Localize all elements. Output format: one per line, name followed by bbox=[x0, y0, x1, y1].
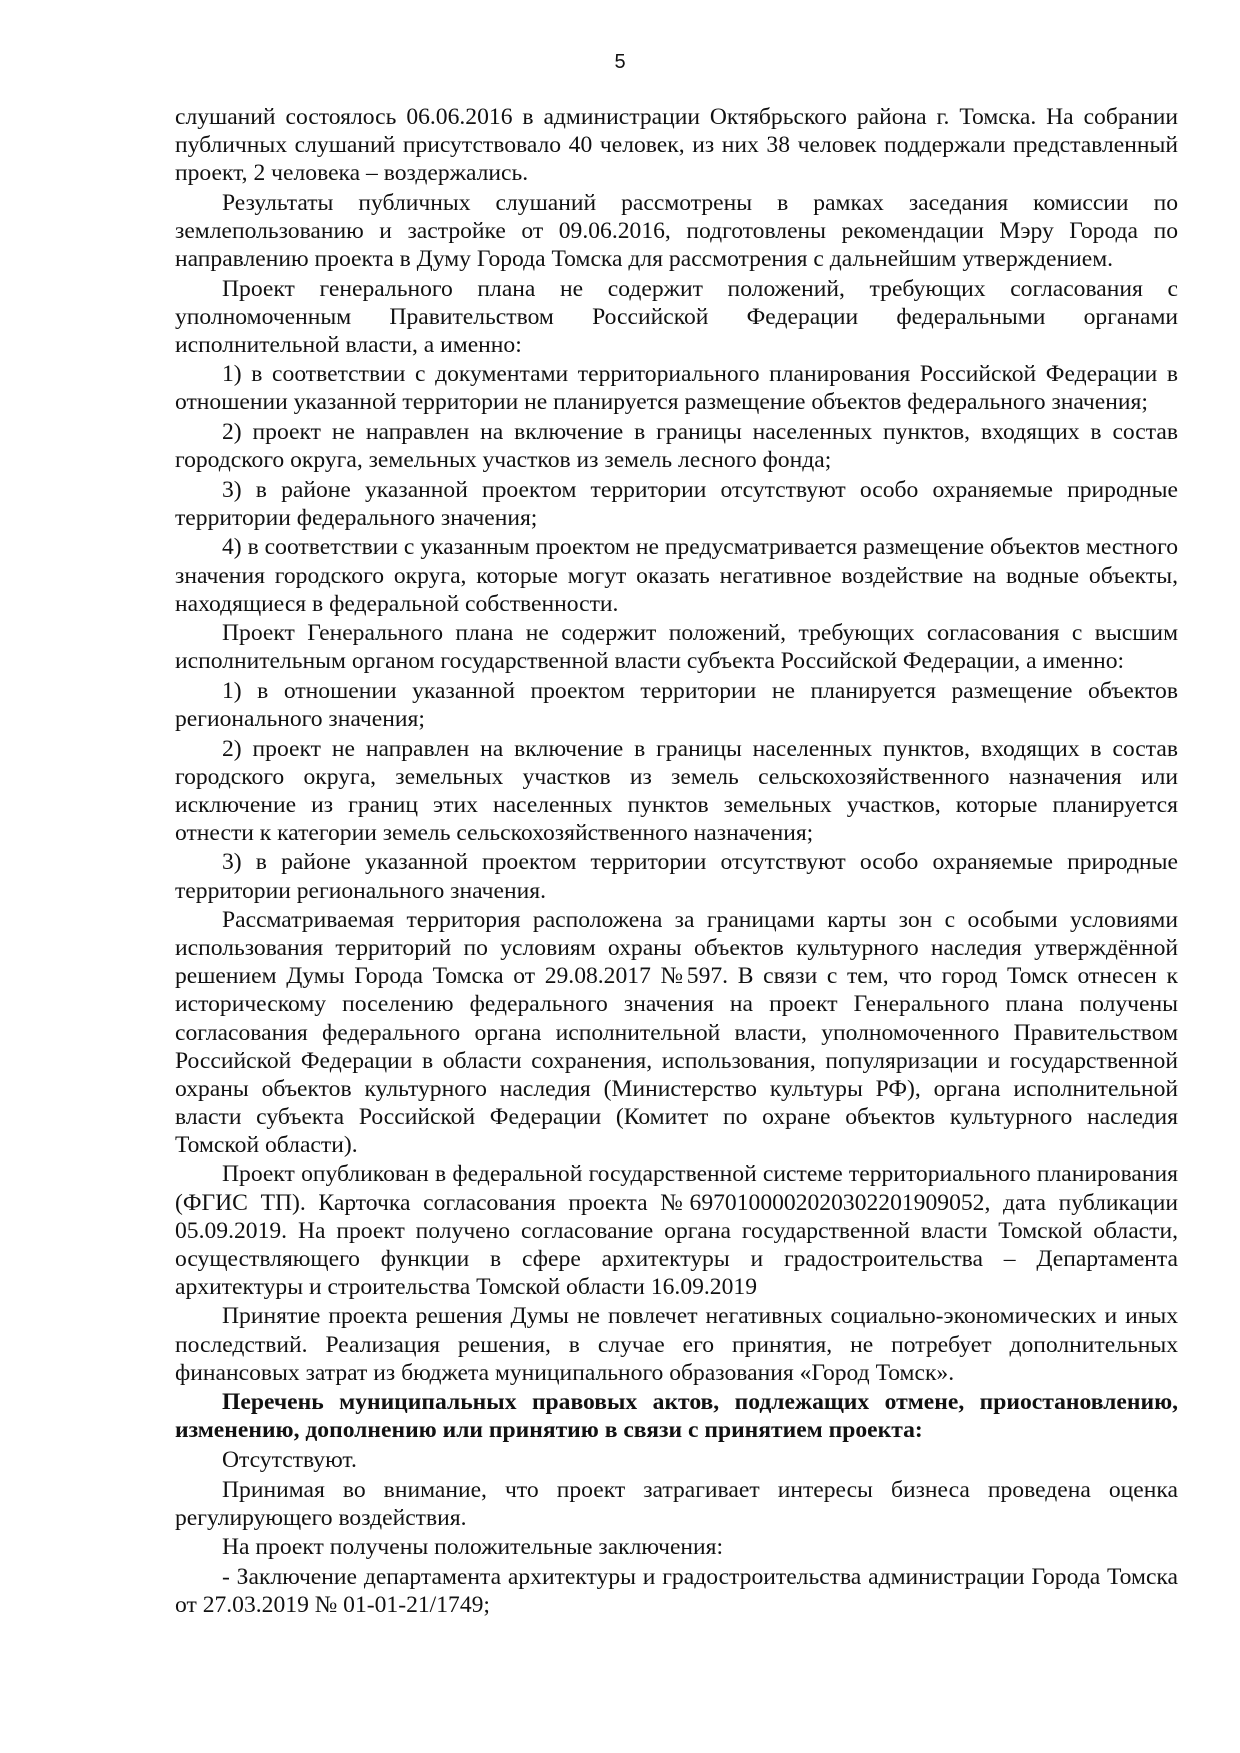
paragraph-absent: Отсутствуют. bbox=[222, 1446, 357, 1473]
list-item-regional-3: 3) в районе указанной проектом территории отсутствуют особо охраняемые природные территории регионального значения. bbox=[175, 849, 1178, 904]
list-item-federal-4: 4) в соответствии с указанным проектом не предусматривается размещение объектов местного значения городского округа, которые могут оказать негативное воздействие на водные объекты, находящиеся в федеральной собственности. bbox=[175, 534, 1178, 617]
paragraph-conclusions-intro: На проект получены положительные заключения: bbox=[222, 1534, 724, 1561]
paragraph-regional-approval-intro: Проект Генерального плана не содержит положений, требующих согласования с высшим исполнительным органом государственной власти субъекта Российской Федерации, а именно: bbox=[175, 620, 1178, 675]
list-item-conclusion-1: - Заключение департамента архитектуры и градостроительства администрации Города Томска от 27.03.2019 № 01-01-21/1749; bbox=[175, 1563, 1178, 1618]
paragraph-regulatory-assessment: Принимая во внимание, что проект затрагивает интересы бизнеса проведена оценка регулирующего воздействия. bbox=[175, 1476, 1178, 1531]
paragraph-federal-approval-intro: Проект генерального плана не содержит положений, требующих согласования с уполномоченным Правительством Российской Федерации федеральными органами исполнительной власти, а именно: bbox=[175, 275, 1178, 358]
paragraph-commission-review: Результаты публичных слушаний рассмотрены в рамках заседания комиссии по землепользованию и застройке от 09.06.2016, подготовлены рекомендации Мэру Города по направлению проекта в Думу Города Томска для рассмотрения с дальнейшим утверждением. bbox=[175, 189, 1178, 272]
page-number: 5 bbox=[614, 51, 626, 73]
list-item-federal-3: 3) в районе указанной проектом территории отсутствуют особо охраняемые природные территории федерального значения; bbox=[175, 476, 1178, 531]
list-item-regional-1: 1) в отношении указанной проектом территории не планируется размещение объектов регионального значения; bbox=[175, 677, 1178, 732]
list-item-regional-2: 2) проект не направлен на включение в границы населенных пунктов, входящих в состав городского округа, земельных участков из земель сельскохозяйственного назначения или исключение из границ этих населенных пунктов земельных участков, которые планируется отнести к категории земель сельскохозяйственного назначения; bbox=[175, 735, 1178, 846]
paragraph-hearings-result: слушаний состоялось 06.06.2016 в администрации Октябрьского района г. Томска. На собрании публичных слушаний присутствовало 40 человек, из них 38 человек поддержали представленный проект, 2 человека – воздержались. bbox=[175, 104, 1178, 187]
section-heading-legal-acts: Перечень муниципальных правовых актов, подлежащих отмене, приостановлению, изменению, дополнению или принятию в связи с принятием проекта: bbox=[175, 1389, 1178, 1444]
paragraph-cultural-heritage: Рассматриваемая территория расположена за границами карты зон с особыми условиями использования территорий по условиям охраны объектов культурного наследия утверждённой решением Думы Города Томска от 29.08.2017 №597. В связи с тем, что город Томск отнесен к историческому поселению федерального значения на проект Генерального плана получены согласования федерального органа исполнительной власти, уполномоченного Правительством Российской Федерации в области сохранения, использования, популяризации и государственной охраны объектов культурного наследия (Министерство культуры РФ), органа исполнительной власти субъекта Российской Федерации (Комитет по охране объектов культурного наследия Томской области). bbox=[175, 907, 1178, 1158]
paragraph-consequences: Принятие проекта решения Думы не повлечет негативных социально-экономических и иных последствий. Реализация решения, в случае его принятия, не потребует дополнительных финансовых затрат из бюджета муниципального образования «Город Томск». bbox=[175, 1303, 1178, 1386]
paragraph-fgis-publication: Проект опубликован в федеральной государственной системе территориального планирования (ФГИС ТП). Карточка согласования проекта №69701000020203022019090​52, дата публикации 05.09.2019. На проект получено согласование органа государственной власти Томской области, осуществляющего функции в сфере архитектуры и градостроительства – Департамента архитектуры и строительства Томской области 16.09.2019 bbox=[175, 1161, 1178, 1300]
list-item-federal-2: 2) проект не направлен на включение в границы населенных пунктов, входящих в состав городского округа, земельных участков из земель лесного фонда; bbox=[175, 419, 1178, 474]
document-body bbox=[175, 103, 1178, 1620]
list-item-federal-1: 1) в соответствии с документами территориального планирования Российской Федерации в отношении указанной территории не планируется размещение объектов федерального значения; bbox=[175, 361, 1178, 416]
